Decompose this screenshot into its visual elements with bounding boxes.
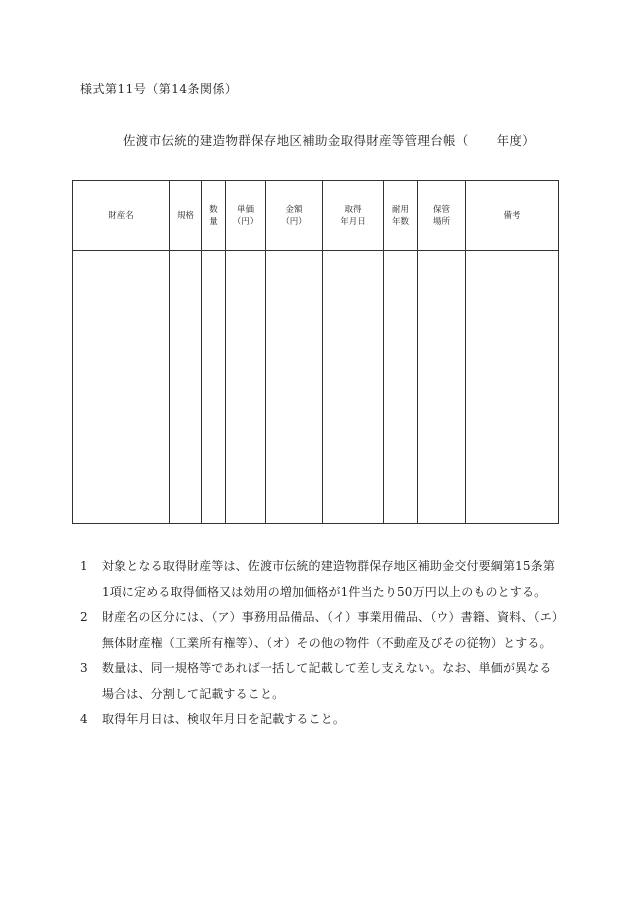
table-cell (73, 251, 170, 524)
column-header-suuryou: 数 量 (202, 181, 226, 251)
column-header-zaisanmei: 財産名 (73, 181, 170, 251)
note-item (80, 605, 560, 656)
note-text: 数量は、同一規格等であれば一括して記載して差し支えない。なお、単価が異なる場合は、分割して記載すること。 (102, 661, 552, 701)
asset-ledger-table (72, 180, 559, 524)
notes-list (80, 554, 560, 733)
table-cell (418, 251, 466, 524)
table-row (73, 251, 559, 524)
column-header-kingaku: 金額 （円） (266, 181, 323, 251)
column-header-hokan-basho: 保管 場所 (418, 181, 466, 251)
column-header-tanka: 単価 （円） (226, 181, 266, 251)
note-text: 対象となる取得財産等は、佐渡市伝統的建造物群保存地区補助金交付要綱第15条第1項に定める取得価格又は効用の増加価格が1件当たり50万円以上のものとする。 (102, 559, 555, 599)
document-title-main: 佐渡市伝統的建造物群保存地区補助金取得財産等管理台帳（ (123, 133, 469, 148)
table-header-row (73, 181, 559, 251)
form-number: 様式第11号（第14条関係） (80, 82, 238, 96)
table-cell (226, 251, 266, 524)
table-cell (323, 251, 384, 524)
note-number: 2 (80, 610, 88, 624)
table-cell (202, 251, 226, 524)
column-header-shutoku-nengappi: 取得 年月日 (323, 181, 384, 251)
note-text: 取得年月日は、検収年月日を記載すること。 (102, 712, 346, 726)
table-cell (466, 251, 559, 524)
column-header-taiyou-nensuu: 耐用 年数 (384, 181, 418, 251)
document-title (123, 131, 535, 149)
note-number: 4 (80, 712, 88, 726)
note-number: 1 (80, 559, 88, 573)
column-header-bikou: 備考 (466, 181, 559, 251)
column-header-kikaku: 規格 (170, 181, 202, 251)
note-item (80, 707, 560, 733)
table-cell (384, 251, 418, 524)
note-number: 3 (80, 661, 88, 675)
table-cell (170, 251, 202, 524)
note-item (80, 554, 560, 605)
table-cell (266, 251, 323, 524)
note-text: 財産名の区分には、（ア）事務用品備品、（イ）事業用備品、（ウ）書籍、資料、（エ）無体財産権（工業所有権等）、（オ）その他の物件（不動産及びその従物）とする。 (102, 610, 559, 650)
document-title-year: 年度） (496, 133, 536, 148)
note-item (80, 656, 560, 707)
